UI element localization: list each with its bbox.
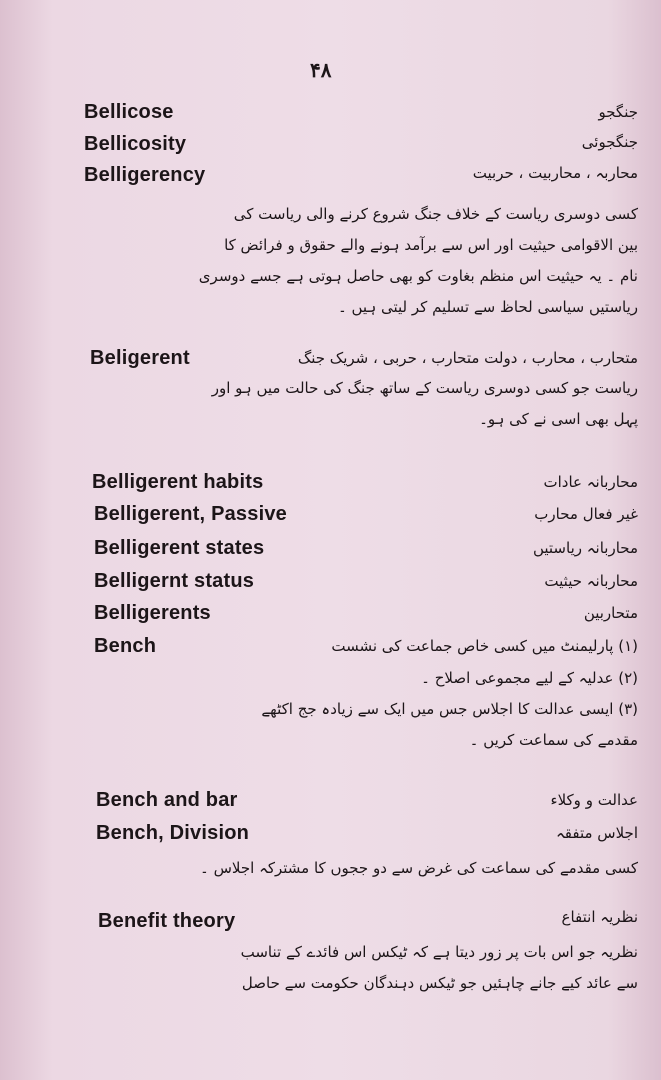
- urdu-bench-division: اجلاس متفقہ: [556, 824, 638, 842]
- term-bench-division: Bench, Division: [96, 822, 250, 844]
- desc-line: سے عائد کیے جانے چاہئیں جو ٹیکس دہندگان حکومت سے حاصل: [241, 974, 638, 992]
- term-belligernt-status: Belligernt status: [94, 570, 255, 592]
- desc-line: پہل بھی اسی نے کی ہو۔: [479, 410, 638, 428]
- urdu-benefit-theory: نظریہ انتفاع: [561, 908, 638, 926]
- desc-line: نام ۔ یہ حیثیت اس منظم بغاوت کو بھی حاصل ہوتی ہے جسے دوسری: [198, 267, 638, 285]
- urdu-belligernt-status: محاربانہ حیثیت: [544, 572, 638, 590]
- term-belligerents: Belligerents: [94, 602, 211, 624]
- desc-belligerency: [199, 199, 638, 323]
- term-bench: Bench: [94, 635, 157, 657]
- desc-beligerent: [212, 373, 638, 435]
- desc-bench: [261, 663, 638, 756]
- urdu-belligerent-passive: غیر فعال محارب: [534, 505, 638, 523]
- desc-line: ریاستیں سیاسی لحاظ سے تسلیم کر لیتی ہیں ۔: [337, 298, 638, 316]
- desc-line: کسی دوسری ریاست کے خلاف جنگ شروع کرنے والی ریاست کی: [233, 205, 638, 223]
- urdu-belligerency: محاربہ ، محاربیت ، حربیت: [472, 164, 638, 182]
- desc-line: ریاست جو کسی دوسری ریاست کے ساتھ جنگ کی حالت میں ہو اور: [211, 379, 638, 397]
- urdu-bench: (۱) پارلیمنٹ میں کسی خاص جماعت کی نشست: [331, 637, 638, 655]
- urdu-belligerent-habits: محاربانہ عادات: [543, 473, 638, 491]
- term-bench-and-bar: Bench and bar: [96, 789, 238, 811]
- term-bellicose: Bellicose: [84, 101, 174, 123]
- desc-line: کسی مقدمے کی سماعت کی غرض سے دو ججوں کا مشترکہ اجلاس ۔: [200, 859, 638, 877]
- page-number: ۴۸: [310, 58, 332, 82]
- urdu-bellicosity: جنگجوئی: [581, 133, 638, 151]
- urdu-belligerents: متحاربین: [583, 604, 638, 622]
- term-beligerent: Beligerent: [90, 347, 190, 369]
- term-belligerent-habits: Belligerent habits: [92, 471, 264, 493]
- urdu-belligerent-states: محاربانہ ریاستیں: [532, 539, 638, 557]
- desc-bench-division: [200, 853, 638, 884]
- term-belligerent-states: Belligerent states: [94, 537, 265, 559]
- urdu-bench-and-bar: عدالت و وکلاء: [550, 791, 638, 809]
- desc-benefit-theory: [241, 937, 638, 999]
- desc-line: نظریہ جو اس بات پر زور دیتا ہے کہ ٹیکس اس فائدے کے تناسب: [240, 943, 638, 961]
- term-benefit-theory: Benefit theory: [98, 910, 236, 932]
- desc-line: بین الاقوامی حیثیت اور اس سے برآمد ہونے والے حقوق و فرائض کا: [224, 236, 638, 254]
- desc-line: (۳) ایسی عدالت کا اجلاس جس میں ایک سے زیادہ جج اکٹھے: [261, 700, 638, 718]
- urdu-bellicose: جنگجو: [598, 103, 638, 121]
- urdu-beligerent: متحارب ، محارب ، دولت متحارب ، حربی ، شریک جنگ: [297, 349, 638, 367]
- desc-line: (۲) عدلیہ کے لیے مجموعی اصلاح ۔: [421, 669, 638, 687]
- term-belligerent-passive: Belligerent, Passive: [94, 503, 287, 525]
- term-belligerency: Belligerency: [84, 164, 206, 186]
- term-bellicosity: Bellicosity: [84, 133, 187, 155]
- desc-line: مقدمے کی سماعت کریں ۔: [469, 731, 638, 749]
